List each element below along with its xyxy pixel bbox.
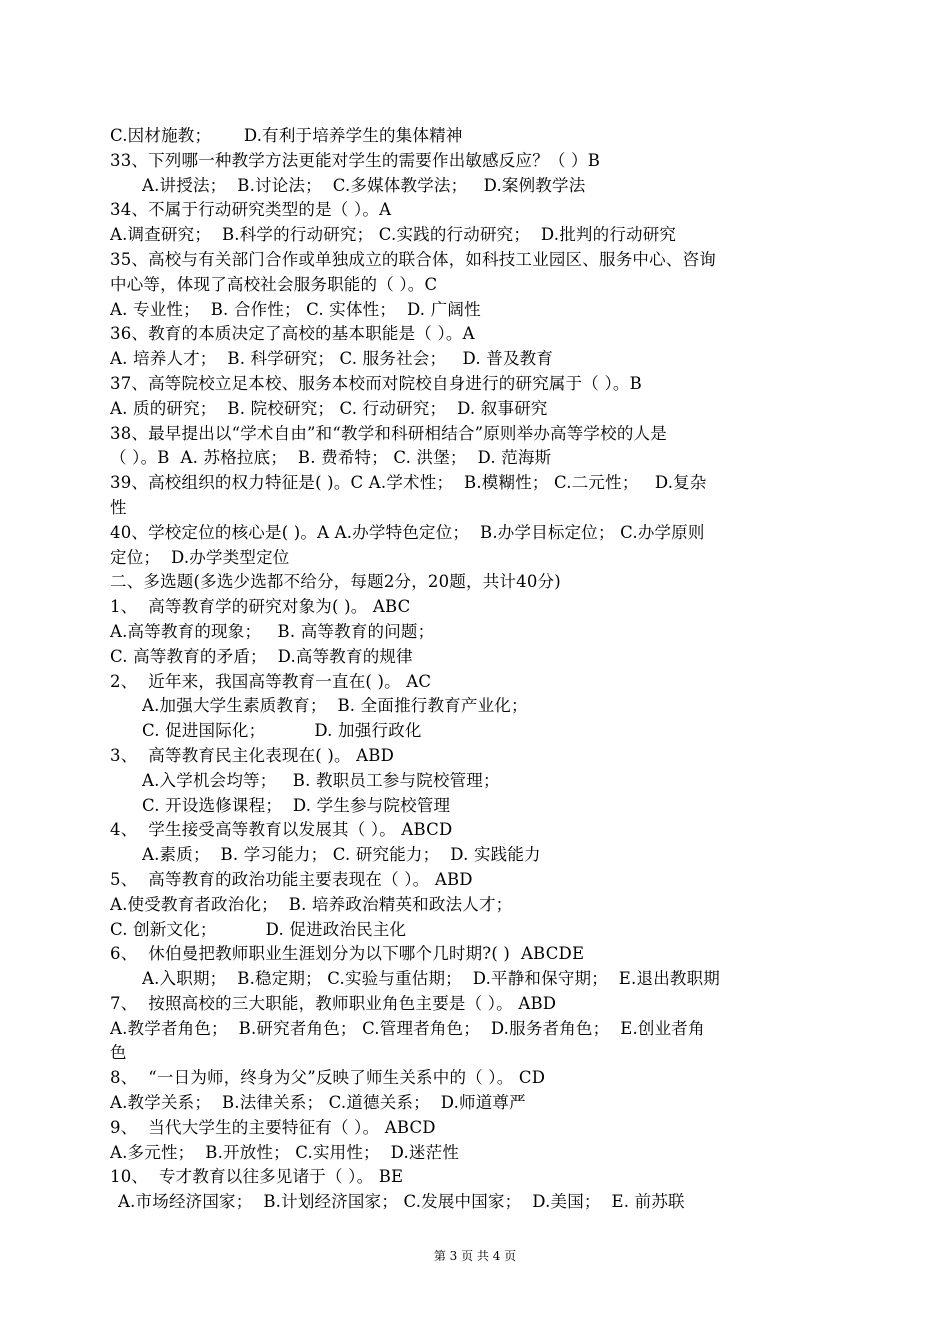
options-34: A.调查研究； B.科学的行动研究； C.实践的行动研究； D.批判的行动研究 <box>110 225 677 245</box>
options-37: A. 质的研究； B. 院校研究； C. 行动研究； D. 叙事研究 <box>110 398 548 418</box>
mc-options-4: A.素质； B. 学习能力； C. 研究能力； D. 实践能力 <box>142 845 541 865</box>
mc-options-5a: A.使受教育者政治化； B. 培养政治精英和政法人才； <box>110 894 513 914</box>
mc-question-2: 2、 近年来，我国高等教育一直在( )。 AC <box>110 671 432 691</box>
mc-question-10: 10、 专才教育以往多见诸于（ ）。 BE <box>110 1167 404 1187</box>
mc-options-10: A.市场经济国家； B.计划经济国家； C.发展中国家； D.美国； E. 前苏联 <box>118 1192 685 1212</box>
question-39: 39、高校组织的权力特征是( )。C A.学术性； B.模糊性； C.二元性； D.复杂 <box>110 473 707 493</box>
question-37: 37、高等院校立足本校、服务本校而对院校自身进行的研究属于（ ）。B <box>110 373 642 393</box>
mc-options-2a: A.加强大学生素质教育； B. 全面推行教育产业化； <box>142 696 528 716</box>
mc-question-3: 3、 高等教育民主化表现在( )。 ABD <box>110 745 395 765</box>
mc-options-1a: A.高等教育的现象； B. 高等教育的问题； <box>110 621 435 641</box>
mc-options-1b: C. 高等教育的矛盾； D.高等教育的规律 <box>110 646 413 666</box>
question-35-cont: 中心等，体现了高校社会服务职能的（ ）。C <box>110 274 438 294</box>
mc-options-6: A.入职期； B.稳定期； C.实验与重估期； D.平静和保守期； E.退出教职期 <box>142 969 721 989</box>
mc-options-2b: C. 促进国际化； D. 加强行政化 <box>142 721 422 741</box>
mc-options-3a: A.入学机会均等； B. 教职员工参与院校管理； <box>142 770 500 790</box>
question-40: 40、学校定位的核心是( )。A A.办学特色定位； B.办学目标定位； C.办学原则 <box>110 522 705 542</box>
options-33: A.讲授法； B.讨论法； C.多媒体教学法； D.案例教学法 <box>142 175 586 195</box>
question-38-cont: （ ）。B A. 苏格拉底； B. 费希特； C. 洪堡； D. 范海斯 <box>110 448 552 468</box>
question-34: 34、不属于行动研究类型的是（ ）。A <box>110 200 392 220</box>
mc-options-3b: C. 开设选修课程； D. 学生参与院校管理 <box>142 795 451 815</box>
question-40-cont: 定位； D.办学类型定位 <box>110 547 290 567</box>
document-body <box>110 124 830 1215</box>
mc-question-4: 4、 学生接受高等教育以发展其（ ）。 ABCD <box>110 820 453 840</box>
mc-question-9: 9、 当代大学生的主要特征有（ ）。 ABCD <box>110 1117 436 1137</box>
question-36: 36、教育的本质决定了高校的基本职能是（ ）。A <box>110 324 475 344</box>
mc-question-7: 7、 按照高校的三大职能，教师职业角色主要是（ ）。 ABD <box>110 993 557 1013</box>
page-footer: 第 3 页 共 4 页 <box>433 1249 517 1263</box>
question-33: 33、下列哪一种教学方法更能对学生的需要作出敏感反应？（ ）B <box>110 150 601 170</box>
options-35: A. 专业性； B. 合作性； C. 实体性； D. 广阔性 <box>110 299 481 319</box>
options-36: A. 培养人才； B. 科学研究； C. 服务社会； D. 普及教育 <box>110 349 554 369</box>
section-heading: 二、多选题(多选少选都不给分，每题2分，20题，共计40分) <box>110 572 561 592</box>
question-39-cont: 性 <box>110 497 127 517</box>
text-line: C.因材施教； D.有利于培养学生的集体精神 <box>110 126 463 145</box>
mc-options-7-cont: 色 <box>110 1043 127 1063</box>
mc-options-9: A.多元性； B.开放性； C.实用性； D.迷茫性 <box>110 1142 460 1162</box>
mc-options-7: A.教学者角色； B.研究者角色； C.管理者角色； D.服务者角色； E.创业者角 <box>110 1018 705 1038</box>
question-35: 35、高校与有关部门合作或单独成立的联合体，如科技工业园区、服务中心、咨询 <box>110 249 716 269</box>
mc-options-8: A.教学关系； B.法律关系； C.道德关系； D.师道尊严 <box>110 1093 526 1113</box>
mc-question-5: 5、 高等教育的政治功能主要表现在（ ）。 ABD <box>110 869 473 889</box>
mc-options-5b: C. 创新文化； D. 促进政治民主化 <box>110 919 407 939</box>
question-38: 38、最早提出以“学术自由”和“教学和科研相结合”原则举办高等学校的人是 <box>110 423 667 443</box>
mc-question-1: 1、 高等教育学的研究对象为( )。 ABC <box>110 597 411 617</box>
mc-question-8: 8、 “一日为师，终身为父”反映了师生关系中的（ ）。 CD <box>110 1068 546 1088</box>
mc-question-6: 6、 休伯曼把教师职业生涯划分为以下哪个几时期?( ) ABCDE <box>110 944 585 964</box>
